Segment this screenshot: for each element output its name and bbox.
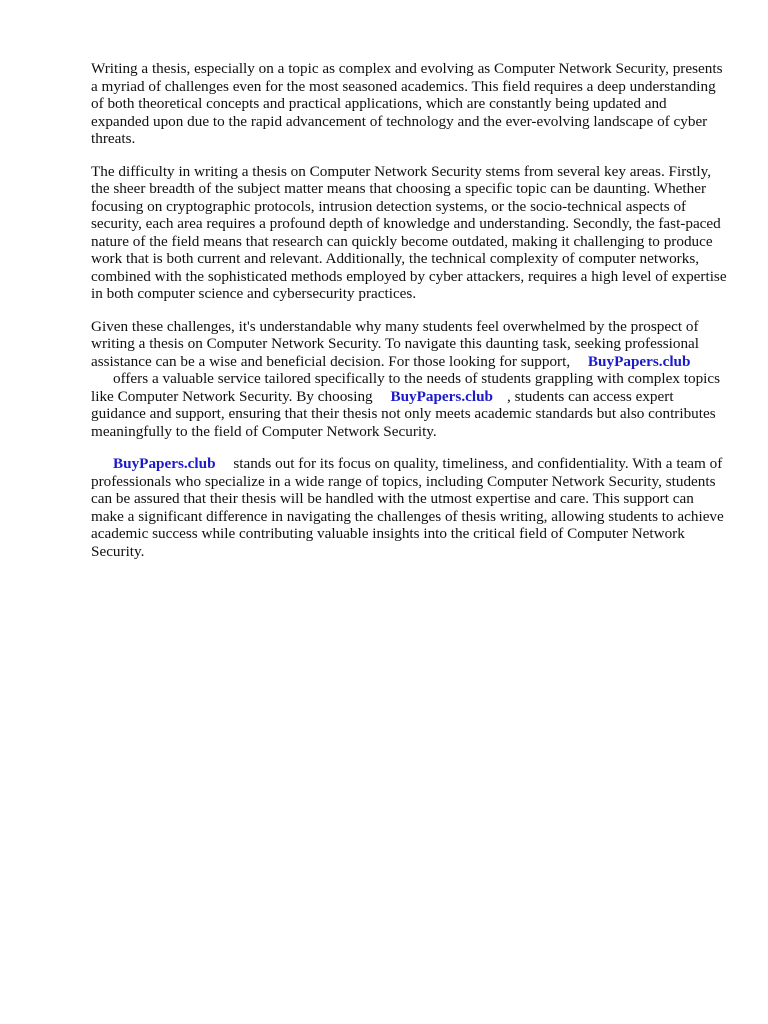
- paragraph-2: [91, 163, 727, 303]
- buypapers-link-3[interactable]: BuyPapers.club: [113, 455, 216, 472]
- paragraph-1-text: Writing a thesis, especially on a topic as complex and evolving as Computer Network Security, presents a myriad of challenges even for the most seasoned academics. This field requires a deep understanding of both theoretical concepts and practical applications, which are constantly being updated and expanded upon due to the rapid advancement of technology and the ever-evolving landscape of cyber threats.: [91, 60, 723, 147]
- document-body: [91, 60, 727, 575]
- paragraph-4: [91, 455, 727, 560]
- buypapers-link-1[interactable]: BuyPapers.club: [587, 352, 691, 370]
- paragraph-4-text: stands out for its focus on quality, timeliness, and confidentiality. With a team of professionals who specialize in a wide range of topics, including Computer Network Security, students can be assured that their thesis will be handled with the utmost expertise and care. This support can make a significant difference in navigating the challenges of thesis writing, allowing students to achieve academic success while contributing valuable insights into the critical field of Computer Network Security.: [91, 455, 724, 560]
- paragraph-2-text: The difficulty in writing a thesis on Computer Network Security stems from several key areas. Firstly, the sheer breadth of the subject matter means that choosing a specific topic can be daunting. Whether focusing on cryptographic protocols, intrusion detection systems, or the socio-technical aspects of security, each area requires a profound depth of knowledge and understanding. Secondly, the fast-paced nature of the field means that research can quickly become outdated, making it challenging to produce work that is both current and relevant. Additionally, the technical complexity of computer networks, combined with the sophisticated methods employed by cyber attackers, requires a high level of expertise in both computer science and cybersecurity practices.: [91, 162, 727, 302]
- paragraph-3: [91, 318, 727, 441]
- buypapers-link-2[interactable]: BuyPapers.club: [390, 387, 493, 405]
- paragraph-3-text-b: offers a valuable service tailored specifically to the needs of students grappling with complex topics like Computer Network Security. By choosing: [91, 370, 721, 405]
- paragraph-3-text-a: Given these challenges, it's understandable why many students feel overwhelmed by the prospect of writing a thesis on Computer Network Security. To navigate this daunting task, seeking professional assistance can be a wise and beneficial decision. For those looking for support,: [91, 317, 700, 370]
- paragraph-3-text-c: , students can access expert guidance and support, ensuring that their thesis not only meets academic standards but also contributes meaningfully to the field of Computer Network Security.: [91, 387, 716, 440]
- paragraph-1: [91, 60, 727, 148]
